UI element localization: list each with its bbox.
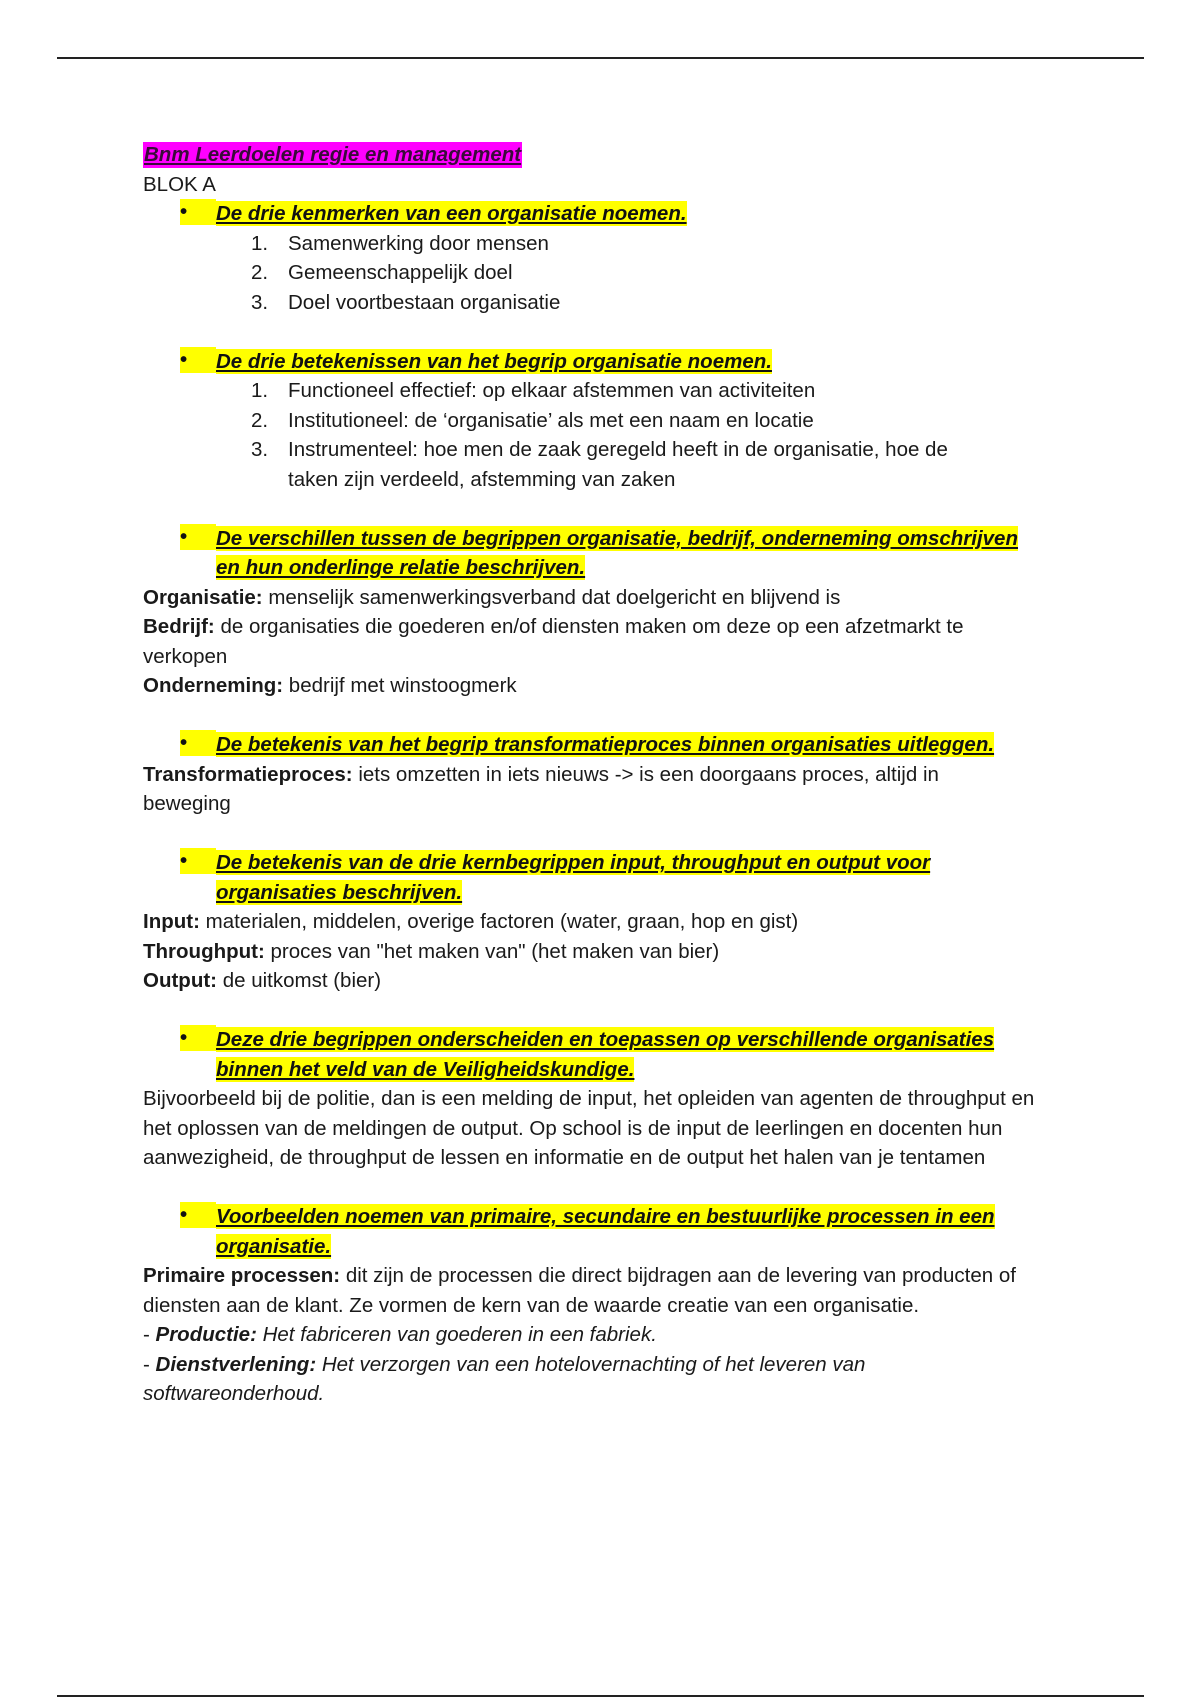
section-heading-verschillen: • De verschillen tussen de begrippen organisatie, bedrijf, onderneming omschrijven en hun onderlinge relatie beschrijven. (180, 524, 1018, 579)
definition-primaire-processen: Primaire processen: dit zijn de processen die direct bijdragen aan de levering van producten of diensten aan de klant. Ze vormen de kern van de waarde creatie van een organisatie. (143, 1264, 1016, 1317)
definition-onderneming: Onderneming: bedrijf met winstoogmerk (143, 674, 517, 697)
list-item: 2. Institutioneel: de ‘organisatie’ als met een naam en locatie (251, 408, 814, 432)
list-item: 1. Functioneel effectief: op elkaar afstemmen van activiteiten (251, 379, 816, 402)
numbered-list-betekenissen (143, 376, 1063, 494)
bullet-icon: • (180, 730, 216, 756)
definition-input: Input: materialen, middelen, overige factoren (water, graan, hop en gist) (143, 910, 799, 933)
bottom-rule (57, 1695, 1144, 1697)
bullet-icon: • (180, 524, 216, 550)
numbered-list-kenmerken (143, 229, 1063, 318)
section-heading-processen: • Voorbeelden noemen van primaire, secundaire en bestuurlijke processen in een organisatie. (180, 1203, 995, 1258)
list-item: 3. Doel voortbestaan organisatie (251, 290, 561, 314)
document-title: Bnm Leerdoelen regie en management (144, 143, 522, 166)
bullet-icon: • (180, 848, 216, 874)
top-rule (57, 57, 1144, 59)
definition-bedrijf: Bedrijf: de organisaties die goederen en/of diensten maken om deze op een afzetmarkt te verkopen (143, 615, 964, 668)
section-heading-transformatieproces: • De betekenis van het begrip transformatieproces binnen organisaties uitleggen. (180, 731, 995, 756)
definition-output: Output: de uitkomst (bier) (143, 969, 382, 992)
blok-label: BLOK A (143, 172, 216, 196)
example-dienstverlening: - Dienstverlening: Het verzorgen van een hotelovernachting of het leveren van softwareonderhoud. (143, 1352, 866, 1405)
list-item: 3. Instrumenteel: hoe men de zaak geregeld heeft in de organisatie, hoe de taken zijn verdeeld, afstemming van zaken (251, 438, 948, 491)
section-heading-kenmerken: • De drie kenmerken van een organisatie noemen. (180, 200, 687, 225)
example-productie: - Productie: Het fabriceren van goederen in een fabriek. (143, 1323, 657, 1346)
bullet-icon: • (180, 347, 216, 373)
section-heading-toepassen: • Deze drie begrippen onderscheiden en toepassen op verschillende organisaties binnen het veld van de Veiligheidskundige. (180, 1026, 995, 1081)
list-item: 2. Gemeenschappelijk doel (251, 261, 513, 284)
definition-organisatie: Organisatie: menselijk samenwerkingsverband dat doelgericht en blijvend is (143, 585, 841, 609)
list-item: 1. Samenwerking door mensen (251, 231, 549, 255)
definition-throughput: Throughput: proces van "het maken van" (het maken van bier) (143, 939, 720, 963)
bullet-icon: • (180, 199, 216, 225)
document-page (143, 140, 1063, 1409)
section-heading-betekenissen: • De drie betekenissen van het begrip organisatie noemen. (180, 347, 772, 373)
bullet-icon: • (180, 1025, 216, 1051)
section-heading-kernbegrippen: • De betekenis van de drie kernbegrippen input, throughput en output voor organisaties beschrijven. (180, 849, 931, 904)
example-paragraph: Bijvoorbeeld bij de politie, dan is een melding de input, het opleiden van agenten de throughput en het oplossen van de meldingen de output. Op school is de input de leerlingen en docenten hun aanwezigheid, de throughput de lessen en informatie en de output het halen van je tentamen (143, 1087, 1035, 1169)
bullet-icon: • (180, 1202, 216, 1228)
definition-transformatieproces: Transformatieproces: iets omzetten in iets nieuws -> is een doorgaans proces, altijd in beweging (143, 762, 939, 815)
